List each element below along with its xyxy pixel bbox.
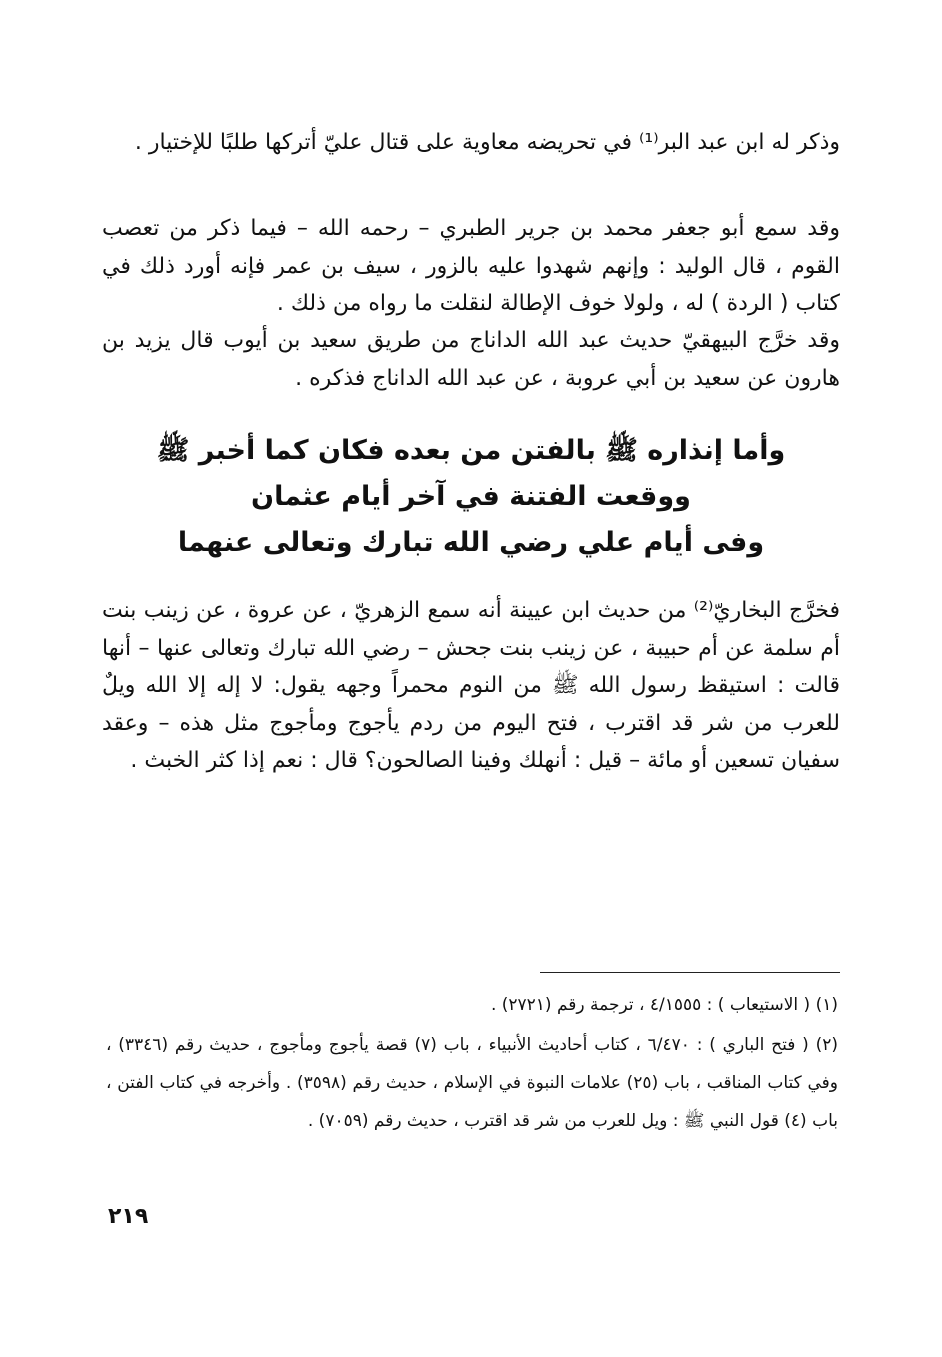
footnote-separator <box>540 972 840 973</box>
paragraph-bukhari: فخرَّج البخاريّ⁽²⁾ من حديث ابن عيينة أنه سمع الزهريّ ، عن عروة ، عن زينب بنت أم سلمة عن أم حبيبة ، عن زينب بنت جحش – رضي الله تبارك وتعالى عنها – أنها قالت : استيقظ رسول الله ﷺ من النوم محمراً وجهه يقول: لا إله إلا الله ويلٌ للعرب من شر قد اقترب ، فتح اليوم من ردم يأجوج ومأجوج مثل هذه – وعقد سفيان تسعين أو مائة – قيل : أنهلك وفينا الصالحون؟ قال : نعم إذا كثر الخبث . <box>102 598 841 773</box>
paragraph-ibn-abd-al-barr: وذكر له ابن عبد البر⁽¹⁾ في تحريضه معاوية على قتال عليّ أتركها طلبًا للإختيار . <box>134 130 840 155</box>
heading-line-2: ووقعت الفتنة في آخر أيام عثمان <box>251 481 691 512</box>
paragraph-tabari: وقد سمع أبو جعفر محمد بن جرير الطبري – رحمه الله – فيما ذكر من تعصب القوم ، قال الوليد : وإنهم شهدوا عليه بالزور ، سيف بن عمر فإنه أورد ذلك في كتاب ( الردة ) له ، ولولا خوف الإطالة لنقلت ما رواه من ذلك . <box>102 216 840 316</box>
heading-line-1: وأما إنذاره ﷺ بالفتن من بعده فكان كما أخبر ﷺ <box>156 435 786 466</box>
footnote-1: (١) ( الاستيعاب ) : ٤/١٥٥٥ ، ترجمة رقم (٢٧٢١) . <box>490 995 838 1015</box>
paragraph-bayhaqi: وقد خرَّج البيهقيّ حديث عبد الله الداناج من طريق سعيد بن أيوب قال يزيد بن هارون عن سعيد بن أبي عروبة ، عن عبد الله الداناج فذكره . <box>102 328 840 391</box>
footnote-2: (٢) ( فتح الباري ) : ٦/٤٧٠ ، كتاب أحاديث الأنبياء ، باب (٧) قصة يأجوج ومأجوج ، حديث رقم (٣٣٤٦) ، وفي كتاب المناقب ، باب (٢٥) علامات النبوة في الإسلام ، حديث رقم (٣٥٩٨) . وأخرجه في كتاب الفتن ، باب (٤) قول النبي ﷺ : ويل للعرب من شر قد اقترب ، حديث رقم (٧٠٥٩) . <box>106 1035 839 1131</box>
page-number: ٢١٩ <box>108 1204 149 1229</box>
heading-line-3: وفى أيام علي رضي الله تبارك وتعالى عنهما <box>177 527 765 558</box>
section-heading <box>100 428 842 566</box>
